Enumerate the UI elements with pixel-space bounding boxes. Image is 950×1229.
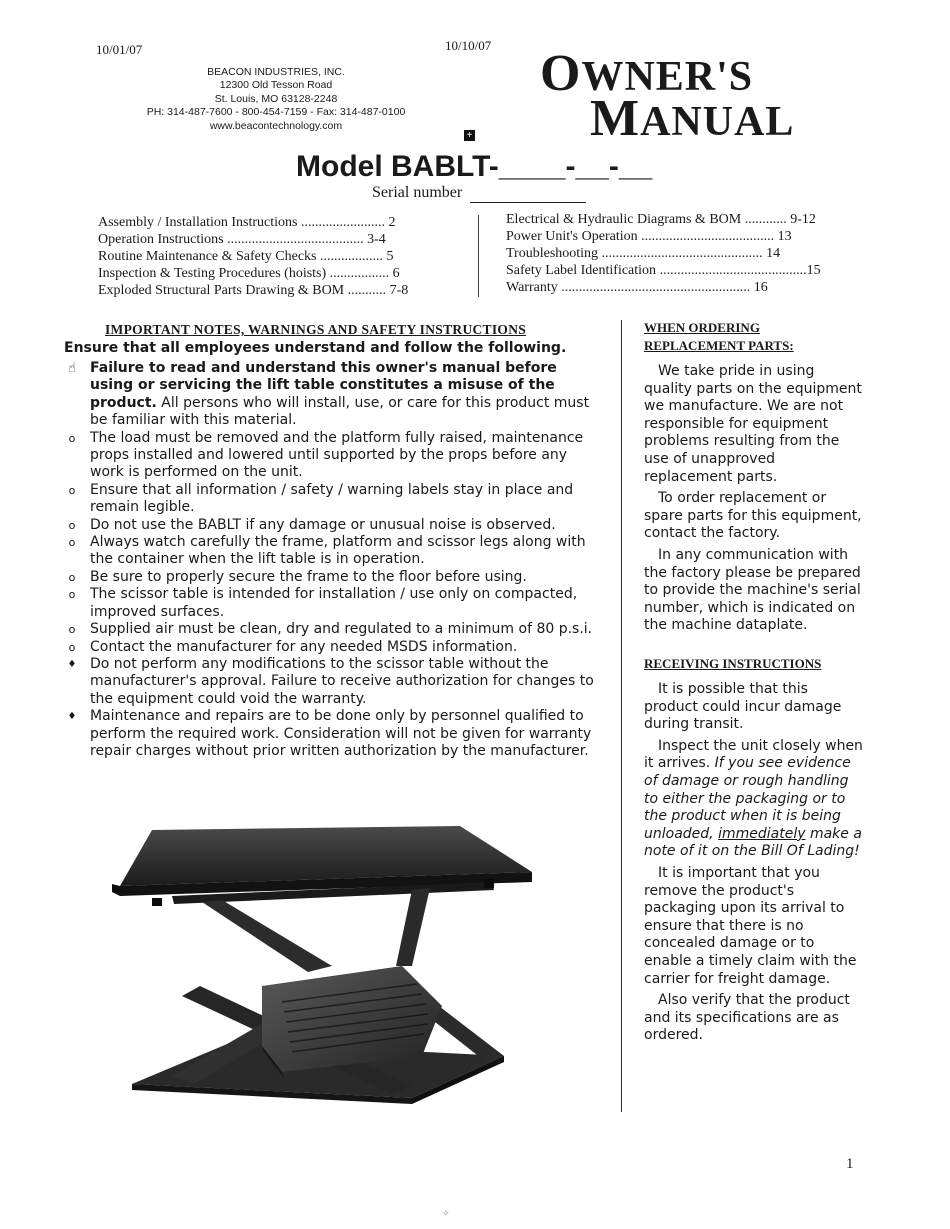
title-manual: ANUAL bbox=[640, 99, 795, 145]
serial-number-label: Serial number bbox=[372, 184, 463, 201]
safety-note bbox=[62, 517, 602, 534]
date-center: 10/10/07 bbox=[445, 38, 492, 53]
safety-note bbox=[62, 586, 602, 621]
company-website: www.beacontechnology.com bbox=[209, 119, 343, 132]
safety-note-text: Be sure to properly secure the frame to the floor before using. bbox=[90, 568, 527, 585]
title-cap-m: M bbox=[590, 90, 641, 147]
safety-note-text: The load must be removed and the platform fully raised, maintenance props installed and lowered until supported by the props before any work is performed on the unit. bbox=[90, 429, 584, 481]
toc-leader: ...................................................... bbox=[557, 280, 751, 295]
toc-label: Electrical & Hydraulic Diagrams & BOM bbox=[506, 212, 742, 227]
hand-pointer-icon: ☝ bbox=[68, 361, 76, 376]
ordering-paragraph: We take pride in using quality parts on the equipment we manufacture. We are not responsible for equipment problems resulting from the use of unapproved replacement parts. bbox=[644, 363, 862, 485]
receiving-immediately: immediately bbox=[718, 825, 806, 842]
scissor-lift-photo bbox=[112, 816, 532, 1106]
toc-leader: ........................ bbox=[297, 215, 385, 230]
safety-note-bold: Failure to read and understand this owner's manual before using or servicing the lift table constitutes a misuse of the product. bbox=[90, 360, 557, 411]
circle-bullet-icon: o bbox=[68, 536, 76, 550]
toc-page: 2 bbox=[384, 215, 396, 230]
safety-note bbox=[62, 430, 602, 482]
receiving-paragraph: It is possible that this product could incur damage during transit. bbox=[644, 681, 842, 733]
toc-page: 15 bbox=[806, 263, 821, 278]
circle-bullet-icon: o bbox=[68, 623, 76, 637]
receiving-warning-italic-end: make a note of it on the Bill Of Lading! bbox=[644, 825, 862, 860]
safety-note-text: Always watch carefully the frame, platform and scissor legs along with the container when the lift table is in operation. bbox=[90, 534, 586, 568]
column-divider bbox=[621, 320, 622, 1112]
toc-entry bbox=[98, 231, 448, 248]
toc-entry bbox=[506, 228, 858, 245]
title-owners: WNER'S bbox=[581, 54, 754, 100]
safety-notes-subheading: Ensure that all employees understand and follow the following. bbox=[64, 340, 567, 356]
ordering-paragraph: To order replacement or spare parts for this equipment, contact the factory. bbox=[644, 490, 862, 542]
toc-entry bbox=[506, 262, 858, 279]
company-street: 12300 Old Tesson Road bbox=[219, 79, 333, 92]
plus-icon: + bbox=[464, 130, 475, 141]
safety-note bbox=[62, 534, 602, 569]
diamond-bullet-icon: ♦ bbox=[67, 711, 77, 723]
toc-leader: ...................................... bbox=[637, 229, 775, 244]
safety-note bbox=[62, 656, 602, 708]
toc-page: 7-8 bbox=[386, 283, 409, 298]
safety-note-text: Maintenance and repairs are to be done only by personnel qualified to perform the required work. Consideration will not be given for warranty repair charges without prior written authorization by the manufacturer. bbox=[90, 708, 592, 759]
diamond-bullet-icon: ♦ bbox=[67, 658, 77, 670]
toc-entry bbox=[98, 265, 448, 282]
toc-entry bbox=[98, 248, 448, 265]
safety-note bbox=[62, 360, 602, 430]
toc-left bbox=[98, 214, 448, 299]
toc-page: 13 bbox=[774, 229, 792, 244]
toc-page: 14 bbox=[762, 246, 781, 261]
company-address-block bbox=[126, 66, 426, 133]
company-name: BEACON INDUSTRIES, INC. bbox=[207, 66, 345, 78]
toc-leader: .............................................. bbox=[598, 246, 763, 261]
toc-entry bbox=[506, 211, 858, 228]
toc-leader: ................. bbox=[326, 266, 390, 281]
safety-note bbox=[62, 482, 602, 517]
safety-note-text: Contact the manufacturer for any needed MSDS information. bbox=[90, 638, 518, 655]
toc-label: Assembly / Installation Instructions bbox=[98, 215, 298, 230]
page-number: 1 bbox=[846, 1156, 854, 1172]
safety-note bbox=[62, 639, 602, 656]
circle-bullet-icon: o bbox=[68, 518, 76, 532]
receiving-inspect-text: Inspect the unit closely when it arrives. bbox=[644, 737, 863, 772]
toc-label: Exploded Structural Parts Drawing & BOM bbox=[98, 283, 345, 298]
ordering-paragraph: In any communication with the factory please be prepared to provide the machine's serial number, which is indicated on the machine dataplate. bbox=[644, 546, 861, 634]
ordering-heading bbox=[644, 319, 866, 355]
toc-label: Operation Instructions bbox=[98, 232, 224, 247]
safety-note-text: The scissor table is intended for installation / use only on compacted, improved surfaces. bbox=[90, 586, 578, 620]
toc-label: Safety Label Identification bbox=[506, 263, 657, 278]
ordering-section bbox=[644, 319, 866, 639]
toc-right bbox=[506, 211, 858, 296]
toc-label: Routine Maintenance & Safety Checks bbox=[98, 249, 317, 264]
toc-entry bbox=[506, 245, 858, 262]
toc-page: 6 bbox=[389, 266, 400, 281]
safety-notes-heading: IMPORTANT NOTES, WARNINGS AND SAFETY INSTRUCTIONS bbox=[105, 322, 527, 337]
toc-page: 9-12 bbox=[786, 212, 816, 227]
toc-leader: ............ bbox=[741, 212, 787, 227]
toc-leader: ....................................... bbox=[223, 232, 364, 247]
toc-page: 3-4 bbox=[363, 232, 386, 247]
company-city: St. Louis, MO 63128-2248 bbox=[214, 92, 338, 105]
safety-note-text: Ensure that all information / safety / warning labels stay in place and remain legible. bbox=[90, 481, 574, 516]
safety-note-text: Do not perform any modifications to the scissor table without the manufacturer's approval. Failure to receive authorization for changes to the equipment could void the warranty. bbox=[90, 655, 594, 707]
toc-page: 16 bbox=[750, 280, 768, 295]
receiving-heading: RECEIVING INSTRUCTIONS bbox=[644, 656, 822, 671]
toc-leader: .................. bbox=[316, 249, 383, 264]
safety-note-text: Do not use the BABLT if any damage or unusual noise is observed. bbox=[90, 516, 556, 533]
receiving-paragraph-inspect bbox=[644, 738, 866, 861]
ordering-heading-line1: WHEN ORDERING bbox=[644, 320, 760, 335]
receiving-section bbox=[644, 655, 866, 1049]
circle-bullet-icon: o bbox=[68, 640, 76, 654]
receiving-warning-italic: If you see evidence of damage or rough handling to either the packaging or to the product when it is being unloaded, bbox=[644, 755, 851, 842]
date-left: 10/01/07 bbox=[96, 42, 143, 57]
circle-bullet-icon: o bbox=[68, 483, 76, 497]
toc-entry bbox=[98, 214, 448, 231]
scan-mark: ✧ bbox=[442, 1208, 450, 1218]
toc-divider bbox=[478, 215, 479, 297]
receiving-paragraph: Also verify that the product and its specifications are as ordered. bbox=[644, 992, 850, 1044]
safety-note bbox=[62, 708, 602, 760]
safety-note bbox=[62, 569, 602, 586]
receiving-paragraph: It is important that you remove the product's packaging upon its arrival to ensure that there is no concealed damage or to enable a timely claim with the carrier for freight damage. bbox=[644, 864, 857, 987]
serial-number-line bbox=[470, 202, 586, 203]
toc-leader: ........... bbox=[344, 283, 387, 298]
toc-page: 5 bbox=[383, 249, 394, 264]
toc-entry bbox=[98, 282, 448, 299]
circle-bullet-icon: o bbox=[68, 431, 76, 445]
safety-note bbox=[62, 621, 602, 638]
title-cap-o: O bbox=[540, 45, 582, 102]
company-phone: PH: 314-487-7600 - 800-454-7159 - Fax: 314-487-0100 bbox=[146, 106, 406, 119]
ordering-heading-line2: REPLACEMENT PARTS: bbox=[644, 338, 794, 353]
safety-note-text: All persons who will install, use, or care for this product must be familiar with this material. bbox=[90, 394, 590, 429]
toc-label: Power Unit's Operation bbox=[506, 229, 638, 244]
circle-bullet-icon: o bbox=[68, 588, 76, 602]
manual-title bbox=[540, 45, 795, 147]
toc-label: Troubleshooting bbox=[506, 246, 599, 261]
toc-entry bbox=[506, 279, 858, 296]
safety-note-text: Supplied air must be clean, dry and regulated to a minimum of 80 p.s.i. bbox=[90, 621, 593, 638]
safety-notes-list bbox=[62, 360, 602, 760]
model-number: Model BABLT-____-__-__ bbox=[296, 150, 653, 183]
toc-leader: .......................................... bbox=[656, 263, 807, 278]
toc-label: Inspection & Testing Procedures (hoists) bbox=[98, 266, 327, 281]
toc-label: Warranty bbox=[506, 280, 558, 295]
circle-bullet-icon: o bbox=[68, 570, 76, 584]
